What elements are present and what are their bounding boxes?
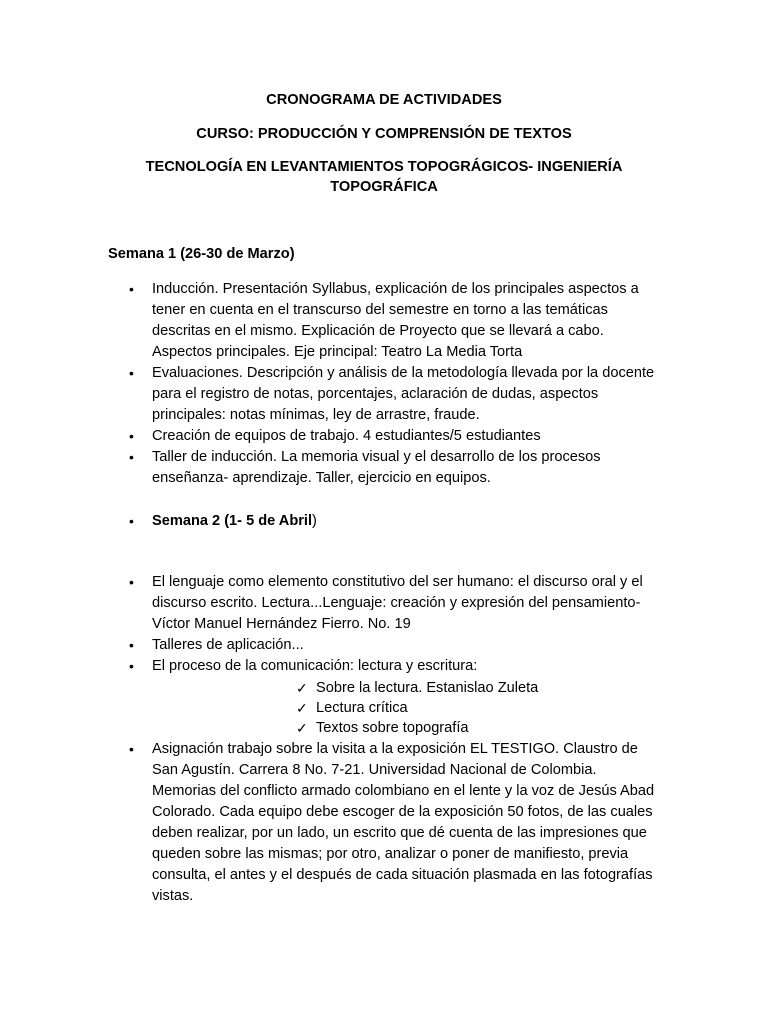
week-2-heading-label: Semana 2 (1- 5 de Abril [152,513,313,529]
list-item [0,447,662,489]
checklist-item [0,718,538,738]
list-item-text: El proceso de la comunicación: lectura y escritura: [152,658,478,674]
bullet-icon: • [129,365,134,381]
week-2-list [0,572,662,677]
program-title: TECNOLOGÍA EN LEVANTAMIENTOS TOPOGRÁGICOS- INGENIERÍA TOPOGRÁFICA [145,159,623,195]
checklist-item-text: Sobre la lectura. Estanislao Zuleta [316,680,539,696]
checklist-item [0,678,538,698]
course-title: CURSO: PRODUCCIÓN Y COMPRENSIÓN DE TEXTOS [196,126,572,142]
list-item-text: Evaluaciones. Descripción y análisis de la metodología llevada por la docente para el registro de notas, porcentajes, aclaración de dudas, aspectos principales: notas mínimas, ley de arrastre, fraude. [152,365,655,423]
assignment-list [0,739,662,907]
list-item [0,572,662,635]
checklist-item-text: Lectura crítica [316,700,408,716]
bullet-icon: • [129,741,134,757]
bullet-icon: • [129,574,134,590]
list-item [0,635,662,656]
bullet-icon: • [129,281,134,297]
bullet-icon: • [129,428,134,444]
checkmark-icon: ✓ [296,680,308,696]
list-item [0,739,662,907]
list-item-text: Creación de equipos de trabajo. 4 estudiantes/5 estudiantes [152,428,541,444]
checklist-item-text: Textos sobre topografía [316,720,469,736]
bullet-icon: • [129,449,134,465]
checkmark-icon: ✓ [296,700,308,716]
week-2-heading [0,511,662,532]
list-item-text: Taller de inducción. La memoria visual y el desarrollo de los procesos enseñanza- aprendizaje. Taller, ejercicio en equipos. [152,449,601,486]
list-item [0,279,662,363]
week-2-heading-tail: ) [312,513,317,529]
bullet-icon: • [129,658,134,674]
list-item-text: El lenguaje como elemento constitutivo del ser humano: el discurso oral y el discurso escrito. Lectura...Lenguaje: creación y expresión del pensamiento- Víctor Manuel Hernández Fierro. No. 19 [152,574,643,632]
bullet-icon: • [129,637,134,653]
list-item-text: Asignación trabajo sobre la visita a la exposición EL TESTIGO. Claustro de San Agustín. Carrera 8 No. 7-21. Universidad Nacional de Colombia. Memorias del conflicto armado colombiano en el lente y la voz de Jesús Abad Colorado. Cada equipo debe escoger de la exposición 50 fotos, de las cuales deben realizar, por un lado, un escrito que dé cuenta de las impresiones que queden sobre las mismas; por otro, analizar o poner de manifiesto, previa consulta, el antes y el después de cada situación plasmada en las fotografías vistas. [152,741,655,904]
list-item-text: Inducción. Presentación Syllabus, explicación de los principales aspectos a tener en cuenta en el transcurso del semestre en torno a las temáticas descritas en el mismo. Explicación de Proyecto que se llevará a cabo. Aspectos principales. Eje principal: Teatro La Media Torta [152,281,639,360]
document-title: CRONOGRAMA DE ACTIVIDADES [266,92,502,108]
checklist-item [0,698,538,718]
list-item [0,426,662,447]
list-item [0,656,662,677]
week-1-heading: Semana 1 (26-30 de Marzo) [108,246,295,262]
week-2-heading-list [0,511,662,532]
reading-checklist [0,678,538,738]
week-1-list [0,279,662,489]
checkmark-icon: ✓ [296,720,308,736]
bullet-icon: • [129,513,134,529]
list-item [0,363,662,426]
list-item-text: Talleres de aplicación... [152,637,304,653]
